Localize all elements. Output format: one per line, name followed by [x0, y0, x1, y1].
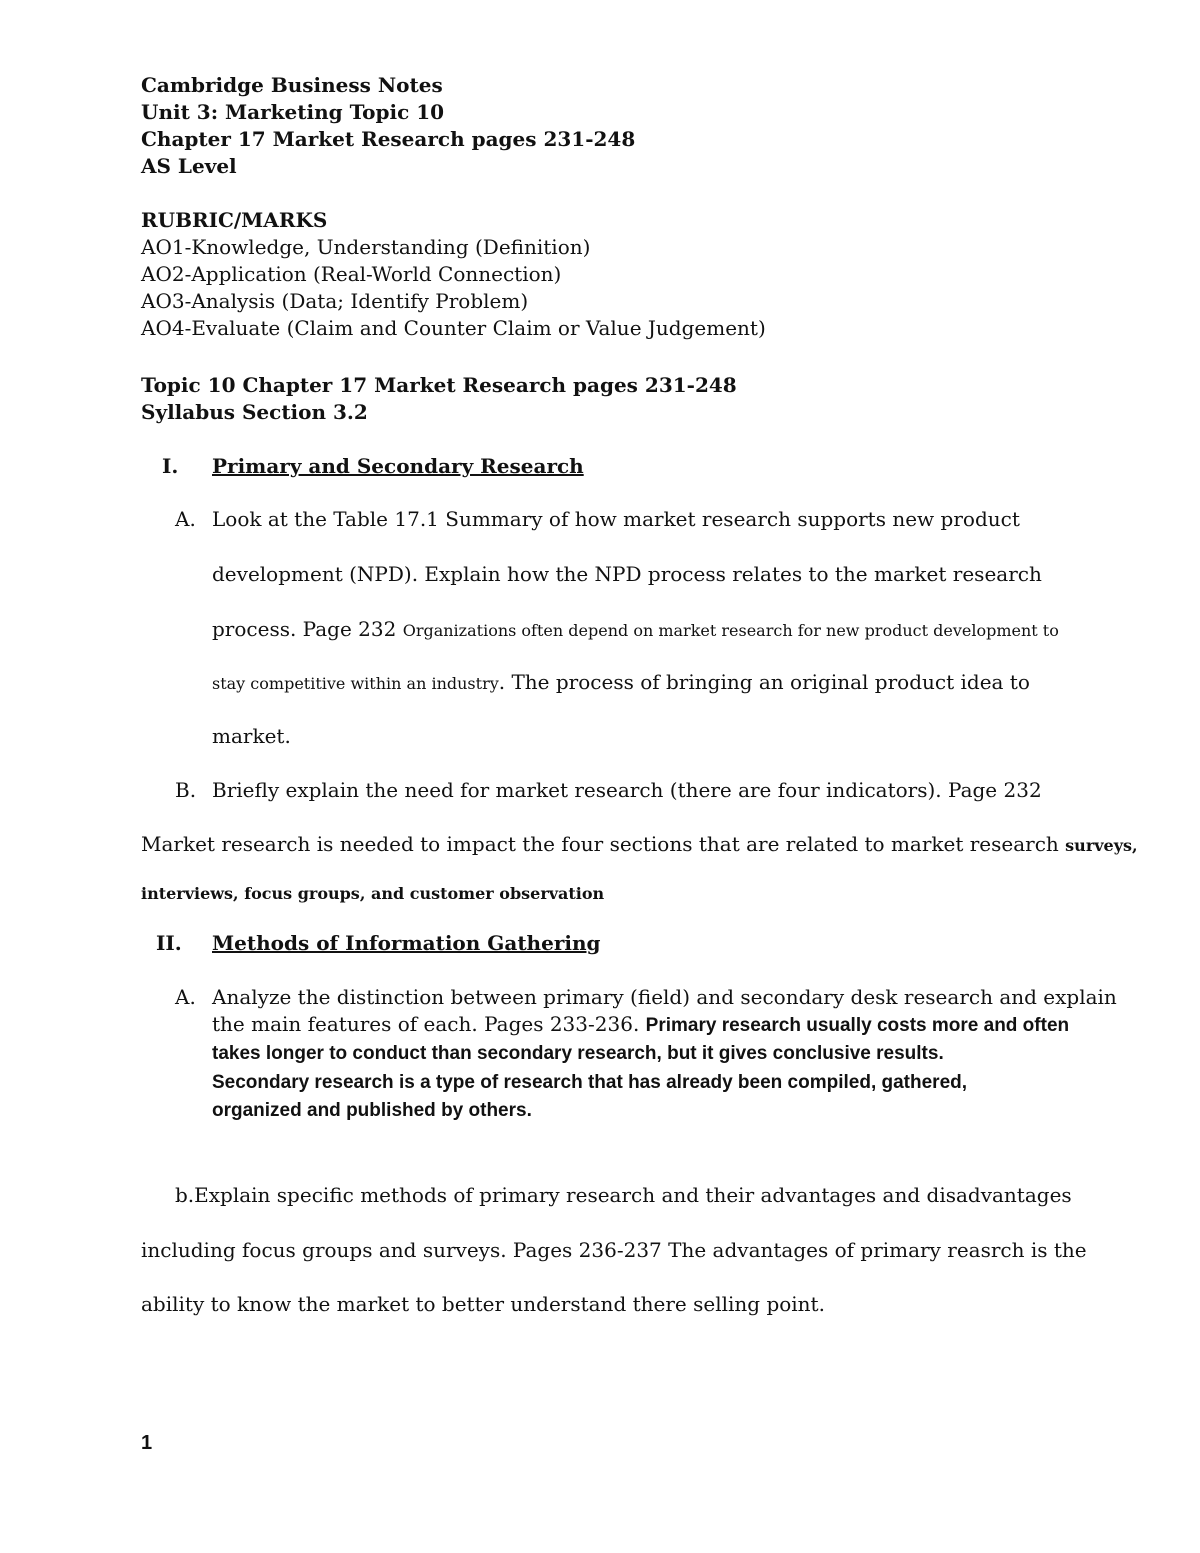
section-2-item-a-line-5: organized and published by others. — [212, 1100, 532, 1121]
section-2-item-a-line-2-start: the main features of each. Pages 233-236. — [212, 1012, 646, 1036]
section-1-item-a-line-3 — [212, 616, 1059, 644]
unit-line: Unit 3: Marketing Topic 10 — [141, 100, 445, 124]
section-1-item-b-marker: B. — [175, 778, 197, 802]
rubric-item-ao4: AO4-Evaluate (Claim and Counter Claim or Value Judgement) — [141, 316, 766, 340]
section-2-item-a-line-2-end: and often — [978, 1015, 1070, 1036]
section-1-item-a-line-4-end: . The process of bringing an original product idea to — [498, 670, 1030, 694]
page-number: 1 — [141, 1432, 153, 1454]
section-1-numeral: I. — [162, 454, 179, 478]
section-2-item-a-line-3: takes longer to conduct than secondary research, but it gives conclusive results. — [212, 1043, 944, 1064]
section-1-answer-text: Market research is needed to impact the four sections that are related to market research — [141, 832, 1066, 856]
section-1-answer-line-2: interviews, focus groups, and customer observation — [141, 884, 605, 903]
section-1-item-a-line-2: development (NPD). Explain how the NPD process relates to the market research — [212, 562, 1042, 586]
chapter-line: Chapter 17 Market Research pages 231-248 — [141, 127, 636, 151]
section-1-item-a-line-4-quote: stay competitive within an industry — [212, 674, 499, 693]
rubric-item-ao2: AO2-Application (Real-World Connection) — [141, 262, 562, 286]
section-1-item-b-line-1: Briefly explain the need for market research (there are four indicators). Page 232 — [212, 778, 1042, 802]
section-2-item-a-line-1: Analyze the distinction between primary (field) and secondary desk research and explain — [212, 985, 1117, 1009]
section-2-item-a-line-4: Secondary research is a type of research that has already been compiled, gathered, — [212, 1072, 968, 1093]
topic-title: Topic 10 Chapter 17 Market Research pages 231-248 — [141, 373, 737, 397]
section-1-item-a-marker: A. — [175, 507, 196, 531]
section-1-item-a-line-5: market. — [212, 724, 291, 748]
rubric-item-ao1: AO1-Knowledge, Understanding (Definition) — [141, 235, 591, 259]
section-2-numeral: II. — [156, 931, 182, 955]
section-2-item-a-line-2-primary: Primary — [645, 1015, 722, 1036]
section-1-item-a-line-3-start: process. Page 232 — [212, 617, 403, 641]
section-2-item-b-line-1: b.Explain specific methods of primary research and their advantages and disadvantages — [175, 1183, 1072, 1207]
level-line: AS Level — [141, 154, 237, 178]
syllabus-line: Syllabus Section 3.2 — [141, 400, 368, 424]
section-2-item-a-line-2-costs: research usually costs more — [721, 1015, 979, 1036]
rubric-title: RUBRIC/MARKS — [141, 208, 328, 232]
section-1-item-a-line-3-quote: Organizations often depend on market research for new product development to — [402, 621, 1059, 640]
section-1-answer-line-1 — [141, 831, 1138, 859]
section-1-answer-bold: surveys, — [1065, 836, 1138, 855]
section-1-heading: Primary and Secondary Research — [212, 454, 584, 478]
doc-title: Cambridge Business Notes — [141, 73, 443, 97]
rubric-item-ao3: AO3-Analysis (Data; Identify Problem) — [141, 289, 529, 313]
section-1-item-a-line-4 — [212, 669, 1030, 697]
section-2-heading: Methods of Information Gathering — [212, 931, 601, 955]
section-2-item-b-line-3: ability to know the market to better understand there selling point. — [141, 1292, 825, 1316]
section-2-item-a-marker: A. — [175, 985, 196, 1009]
section-2-item-b-line-2: including focus groups and surveys. Pages 236-237 The advantages of primary reasrch is the — [141, 1238, 1087, 1262]
section-2-item-a-line-2 — [212, 1011, 1069, 1039]
section-1-item-a-line-1: Look at the Table 17.1 Summary of how market research supports new product — [212, 507, 1020, 531]
